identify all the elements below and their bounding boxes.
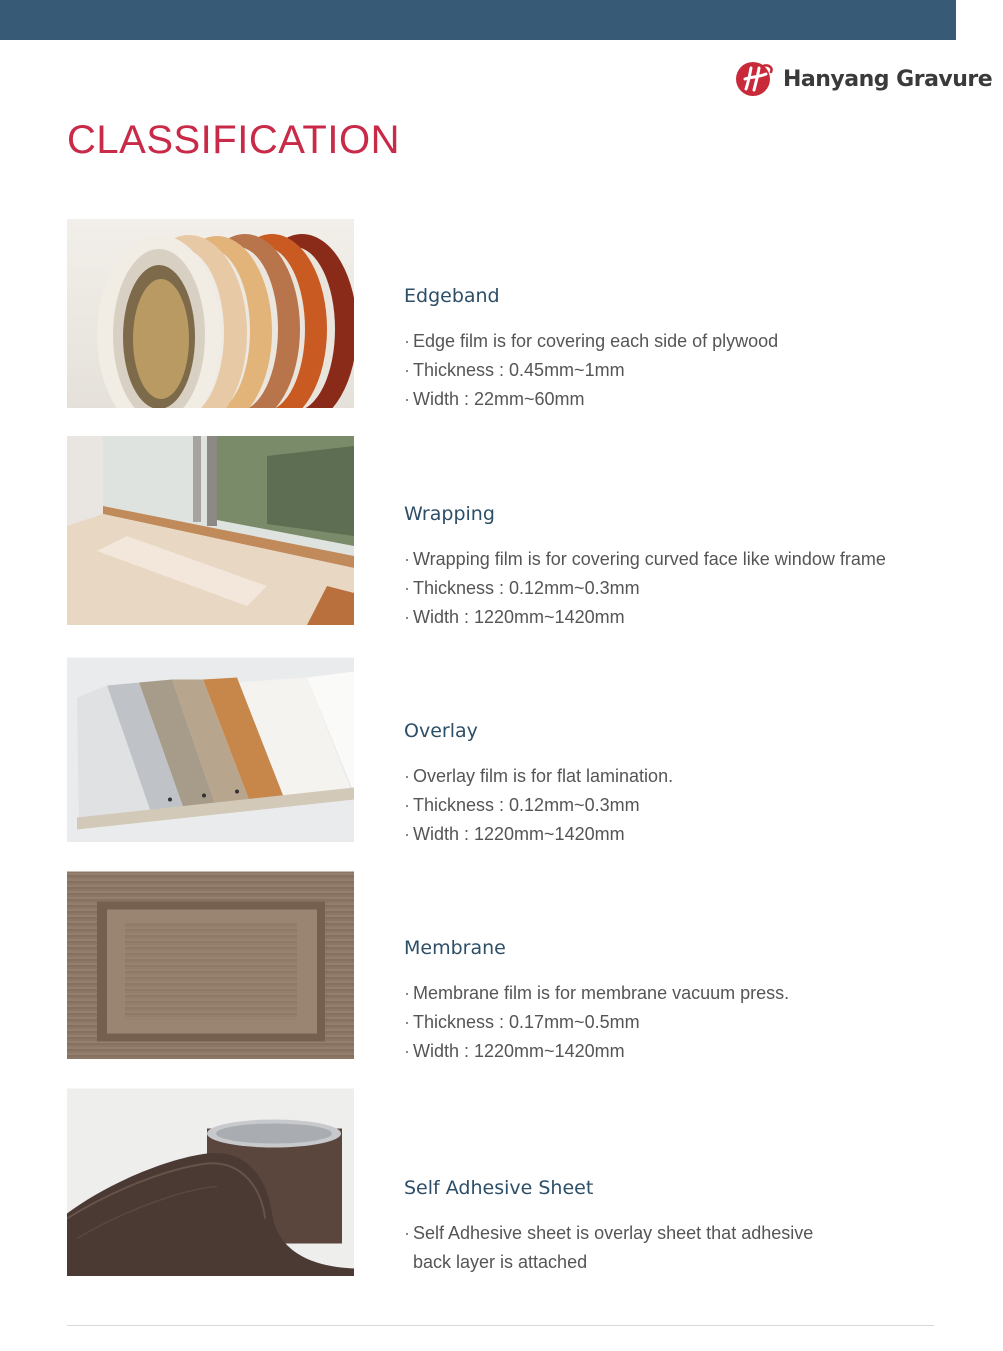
product-description: · Edge film is for covering each side of plywood xyxy=(404,327,944,356)
product-width: · Width : 22mm~60mm xyxy=(404,385,944,414)
product-title: Wrapping xyxy=(404,503,495,525)
product-thickness: · Thickness : 0.45mm~1mm xyxy=(404,356,944,385)
product-width: · Width : 1220mm~1420mm xyxy=(404,603,944,632)
hanyang-h-logo-icon xyxy=(733,60,777,98)
product-description: · Membrane film is for membrane vacuum press. xyxy=(404,979,944,1008)
brand-name: Hanyang Gravure xyxy=(783,66,993,92)
product-bullets xyxy=(404,762,944,849)
product-width: · Width : 1220mm~1420mm xyxy=(404,820,944,849)
product-bullets xyxy=(404,327,944,414)
product-info xyxy=(404,285,944,414)
product-info xyxy=(404,1177,944,1277)
laminated-panels-photo xyxy=(67,656,354,842)
bottom-divider xyxy=(67,1325,934,1326)
product-thickness: · Thickness : 0.12mm~0.3mm xyxy=(404,791,944,820)
brand-logo[interactable] xyxy=(733,60,992,98)
wood-door-panel-photo xyxy=(67,871,354,1059)
product-width: · Width : 1220mm~1420mm xyxy=(404,1037,944,1066)
edgeband-rolls-photo xyxy=(67,219,354,408)
product-description: · Self Adhesive sheet is overlay sheet that adhesive xyxy=(404,1219,944,1248)
product-title: Self Adhesive Sheet xyxy=(404,1177,594,1199)
product-bullets xyxy=(404,545,944,632)
product-description: · Wrapping film is for covering curved face like window frame xyxy=(404,545,944,574)
product-thickness: · Thickness : 0.12mm~0.3mm xyxy=(404,574,944,603)
product-description-continued: back layer is attached xyxy=(413,1252,588,1272)
header-bar xyxy=(0,0,956,40)
product-title: Membrane xyxy=(404,937,506,959)
product-bullets xyxy=(404,979,944,1066)
product-info xyxy=(404,503,944,632)
product-description: · Overlay film is for flat lamination. xyxy=(404,762,944,791)
page-title: CLASSIFICATION xyxy=(67,118,400,162)
product-bullets xyxy=(404,1219,944,1277)
window-frame-floor-photo xyxy=(67,436,354,625)
product-info xyxy=(404,937,944,1066)
product-title: Edgeband xyxy=(404,285,500,307)
adhesive-sheet-roll-photo xyxy=(67,1088,354,1276)
product-thickness: · Thickness : 0.17mm~0.5mm xyxy=(404,1008,944,1037)
product-title: Overlay xyxy=(404,720,478,742)
product-info xyxy=(404,720,944,849)
